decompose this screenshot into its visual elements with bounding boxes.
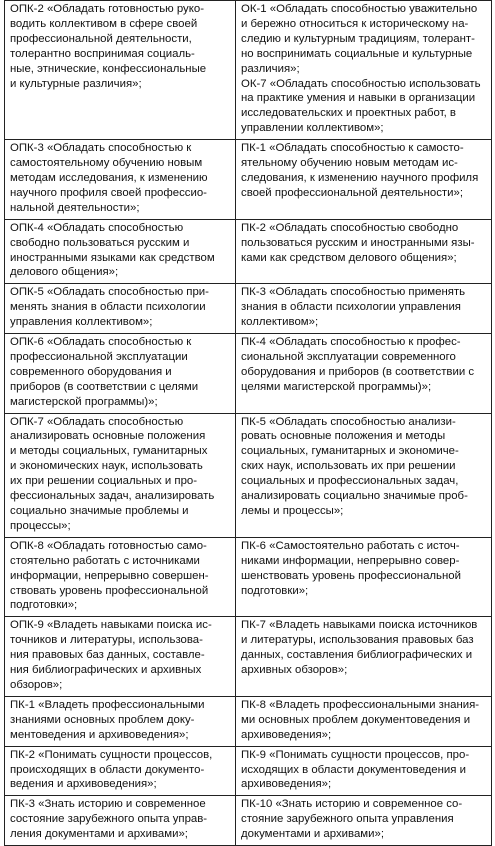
left-cell: ОПК-6 «Обладать способностью к профессиональной эксплуатации современного оборудования и приборов (в соответствии с целями магистерской программы)»;: [5, 334, 236, 414]
right-cell: ПК-7 «Владеть навыками поиска источников и литературы, использования правовых баз данных, составления библиографических и архивных обзоров»;: [236, 617, 492, 697]
left-cell: ОПК-2 «Обладать готовностью руко- водить коллективом в сфере своей профессиональной деятельности, толерантно воспринимая социаль- ные, этнические, конфессиональные и культурные различия»;: [5, 1, 236, 140]
table-row: [5, 746, 492, 796]
table-row: [5, 537, 492, 617]
left-cell: ПК-2 «Понимать сущности процессов, происходящих в области документо- ведения и архивоведения»;: [5, 746, 236, 796]
table-row: [5, 413, 492, 537]
right-cell: ПК-4 «Обладать способностью к профес- сиональной эксплуатации современного оборудования и приборов (в соответствии с целями магистерской программы)»;: [236, 334, 492, 414]
table-row: [5, 284, 492, 334]
competency-table: [4, 0, 492, 846]
right-cell: ПК-6 «Самостоятельно работать с источ- никами информации, непрерывно совер- шенствовать уровень профессиональной подготовки»;: [236, 537, 492, 617]
table-row: [5, 219, 492, 284]
right-cell: ПК-10 «Знать историю и современное со- стояние зарубежного опыта управления документами и архивами»;: [236, 796, 492, 846]
left-cell: ОПК-7 «Обладать способностью анализировать основные положения и методы социальных, гуманитарных и экономических наук, использовать их при решении социальных и про- фессиональных задач, анализировать социально значимые проблемы и процессы»;: [5, 413, 236, 537]
table-row: [5, 140, 492, 220]
table-row: [5, 796, 492, 846]
table-row: [5, 1, 492, 140]
right-cell: ПК-1 «Обладать способностью к самосто- ятельному обучению новым методам ис- следования, к изменению научного профиля своей профессиональной деятельности»;: [236, 140, 492, 220]
left-cell: ОПК-3 «Обладать способностью к самостоятельному обучению новым методам исследования, к изменению научного профиля своей профессио- нальной деятельности»;: [5, 140, 236, 220]
left-cell: ПК-1 «Владеть профессиональными знаниями основных проблем доку- ментоведения и архивоведения»;: [5, 696, 236, 746]
right-cell: ОК-1 «Обладать способностью уважительно и бережно относиться к историческому на- следию и культурным традициям, толерант- но воспринимать социальные и культурные различия»; ОК-7 «Обладать способностью использовать на практике умения и навыки в организации исследовательских и проектных работ, в управлении коллективом»;: [236, 1, 492, 140]
left-cell: ОПК-9 «Владеть навыками поиска ис- точников и литературы, использова- ния правовых баз данных, составле- ния библиографических и архивных обзоров»;: [5, 617, 236, 697]
right-cell: ПК-2 «Обладать способностью свободно пользоваться русским и иностранными язы- ками как средством делового общения»;: [236, 219, 492, 284]
right-cell: ПК-5 «Обладать способностью анализи- ровать основные положения и методы социальных, гуманитарных и экономиче- ских наук, использовать их при решении социальных и профессиональных задач, анализировать социально значимые проб- лемы и процессы»;: [236, 413, 492, 537]
right-cell: ПК-8 «Владеть профессиональными знания- ми основных проблем документоведения и архивоведения»;: [236, 696, 492, 746]
table-row: [5, 617, 492, 697]
table-row: [5, 696, 492, 746]
right-cell: ПК-9 «Понимать сущности процессов, про- исходящих в области документоведения и архивоведения»;: [236, 746, 492, 796]
left-cell: ОПК-5 «Обладать способностью при- менять знания в области психологии управления коллективом»;: [5, 284, 236, 334]
table-row: [5, 334, 492, 414]
left-cell: ОПК-8 «Обладать готовностью само- стоятельно работать с источниками информации, непрерывно совершен- ствовать уровень профессиональной подготовки»;: [5, 537, 236, 617]
left-cell: ОПК-4 «Обладать способностью свободно пользоваться русским и иностранными языками как средством делового общения»;: [5, 219, 236, 284]
right-cell: ПК-3 «Обладать способностью применять знания в области психологии управления коллективом»;: [236, 284, 492, 334]
left-cell: ПК-3 «Знать историю и современное состояние зарубежного опыта управ- ления документами и архивами»;: [5, 796, 236, 846]
